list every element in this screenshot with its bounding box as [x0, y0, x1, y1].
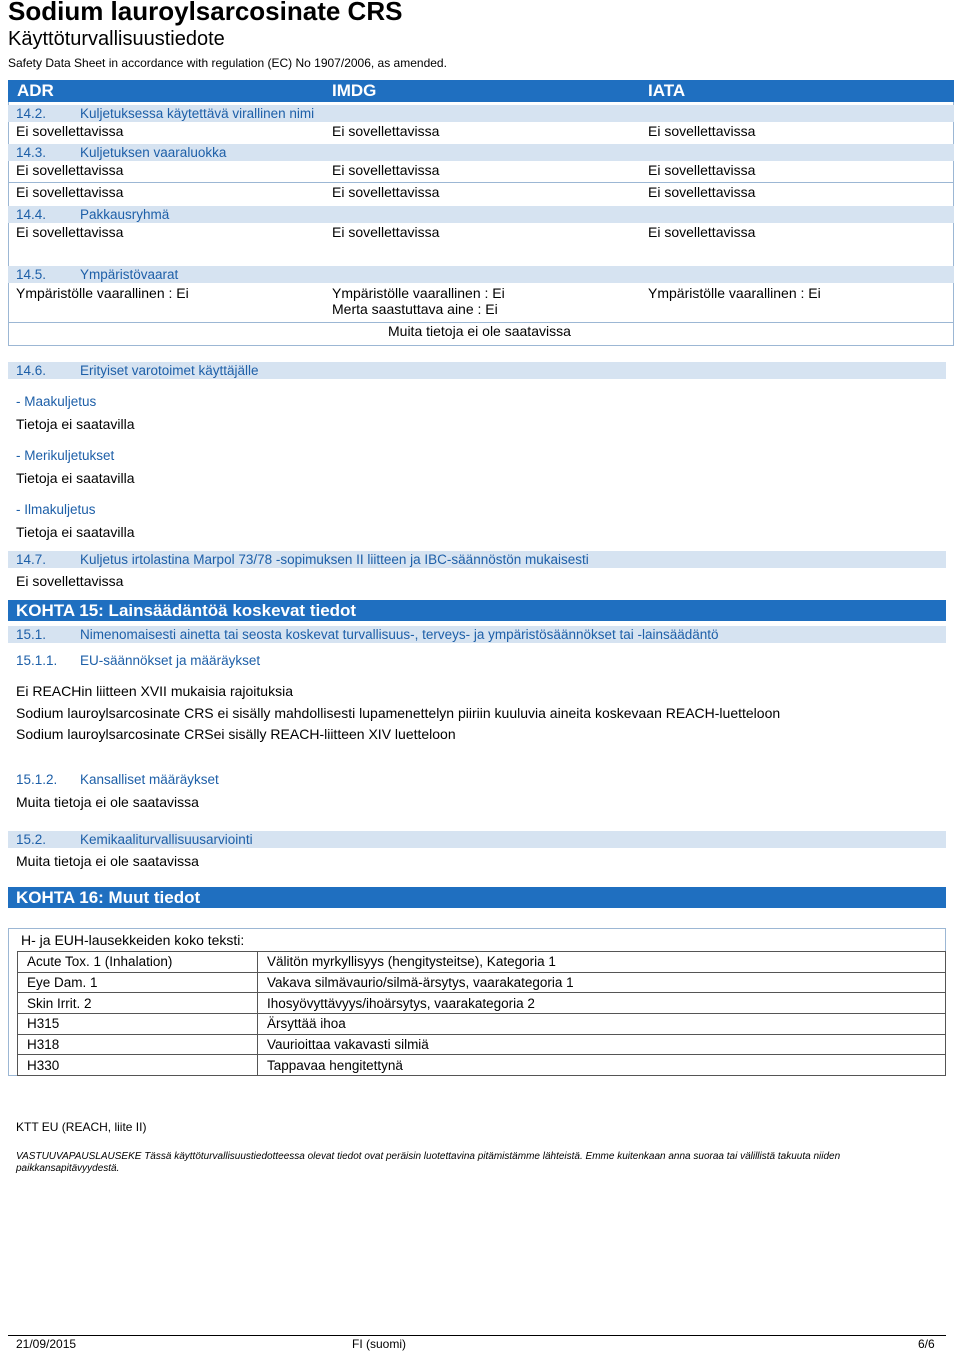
section-number: 14.5.	[16, 267, 47, 282]
table-row	[18, 952, 946, 973]
euh-code: Skin Irrit. 2	[18, 993, 258, 1014]
s143-r1-adr: Ei sovellettavissa	[16, 162, 124, 178]
section-number: 14.7.	[16, 552, 47, 567]
table-row	[18, 1055, 946, 1076]
s143-r2-iata: Ei sovellettavissa	[648, 184, 756, 200]
footer-date: 21/09/2015	[16, 1337, 77, 1351]
section-15-1-2-number: 15.1.2.	[16, 772, 58, 787]
section-14-2-bar	[8, 105, 954, 122]
s144-adr: Ei sovellettavissa	[16, 224, 124, 240]
section-15-1-1-number: 15.1.1.	[16, 653, 58, 668]
disclaimer-text: VASTUUVAPAUSLAUSEKE Tässä käyttöturvallisuustiedotteessa olevat tiedot ovat peräisin luotettavina pitämistämme lähteistä. Emme kuitenkaan anna suoraa tai välillistä takuuta niiden paikkansapitävyydestä.	[16, 1151, 841, 1174]
section-label: Kuljetuksessa käytettävä virallinen nimi	[80, 106, 315, 121]
land-transport-title: - Maakuljetus	[16, 394, 97, 409]
transport-table-header	[8, 80, 954, 102]
column-adr: ADR	[17, 81, 54, 100]
section-number: 15.2.	[16, 832, 47, 847]
section-15-header: KOHTA 15: Lainsäädäntöä koskevat tiedot	[8, 600, 946, 621]
document-title: Sodium lauroylsarcosinate CRS	[8, 0, 403, 26]
s145-imdg-1: Ympäristölle vaarallinen : Ei	[332, 285, 505, 301]
sea-transport-text: Tietoja ei saatavilla	[16, 470, 135, 486]
s142-imdg: Ei sovellettavissa	[332, 123, 440, 139]
euh-code: Acute Tox. 1 (Inhalation)	[18, 952, 258, 973]
section-15-1-1-label: EU-säännökset ja määräykset	[80, 653, 261, 668]
regulation-line: Safety Data Sheet in accordance with regulation (EC) No 1907/2006, as amended.	[8, 56, 447, 70]
table-row	[18, 993, 946, 1014]
s143-r2-adr: Ei sovellettavissa	[16, 184, 124, 200]
euh-code: Eye Dam. 1	[18, 972, 258, 993]
section-label: Kuljetus irtolastina Marpol 73/78 -sopimuksen II liitteen ja IBC-säännöstön mukaisesti	[80, 552, 589, 567]
euh-text: Vaurioittaa vakavasti silmiä	[258, 1034, 946, 1055]
section-14-7-bar	[8, 551, 946, 568]
table-row	[18, 1034, 946, 1055]
s144-iata: Ei sovellettavissa	[648, 224, 756, 240]
section-15-1-2-text: Muita tietoja ei ole saatavissa	[16, 794, 199, 810]
s145-imdg-2: Merta saastuttava aine : Ei	[332, 301, 498, 317]
air-transport-text: Tietoja ei saatavilla	[16, 524, 135, 540]
section-15-1-bar	[8, 626, 946, 643]
sea-transport-title: - Merikuljetukset	[16, 448, 115, 463]
section-15-2-bar	[8, 831, 946, 848]
euh-text: Tappavaa hengitettynä	[258, 1055, 946, 1076]
euh-text: Ihosyövyttävyys/ihoärsytys, vaarakategoria 2	[258, 993, 946, 1014]
section-number: 14.2.	[16, 106, 47, 121]
s145-iata: Ympäristölle vaarallinen : Ei	[648, 285, 821, 301]
ktt-reference: KTT EU (REACH, liite II)	[16, 1120, 147, 1134]
euh-code: H318	[18, 1034, 258, 1055]
section-number: 14.3.	[16, 145, 47, 160]
regulation-text-1: Ei REACHin liitteen XVII mukaisia rajoituksia	[16, 683, 293, 699]
s147-text: Ei sovellettavissa	[16, 573, 124, 589]
s143-r1-iata: Ei sovellettavissa	[648, 162, 756, 178]
table-row	[18, 972, 946, 993]
footer-language: FI (suomi)	[352, 1337, 406, 1351]
section-14-6-bar	[8, 362, 946, 379]
s144-imdg: Ei sovellettavissa	[332, 224, 440, 240]
s142-adr: Ei sovellettavissa	[16, 123, 124, 139]
section-15-2-text: Muita tietoja ei ole saatavissa	[16, 853, 199, 869]
section-label: Nimenomaisesti ainetta tai seosta koskevat turvallisuus-, terveys- ja ympäristösäännökset tai -lainsäädäntö	[80, 627, 719, 642]
s142-iata: Ei sovellettavissa	[648, 123, 756, 139]
regulation-text-2: Sodium lauroylsarcosinate CRS ei sisälly mahdollisesti lupamenettelyn piiriin kuuluvia aineita koskevaan REACH-luetteloon	[16, 705, 781, 721]
column-iata: IATA	[648, 81, 686, 100]
section-number: 14.6.	[16, 363, 47, 378]
s145-adr: Ympäristölle vaarallinen : Ei	[16, 285, 189, 301]
footer-divider	[8, 1335, 946, 1336]
s145-note: Muita tietoja ei ole saatavissa	[388, 323, 571, 339]
row-divider	[8, 182, 954, 183]
regulation-text-3: Sodium lauroylsarcosinate CRSei sisälly REACH-liitteen XIV luetteloon	[16, 726, 456, 742]
section-number: 14.4.	[16, 207, 47, 222]
euh-text: Välitön myrkyllisyys (hengitysteitse), Kategoria 1	[258, 952, 946, 973]
euh-text: Ärsyttää ihoa	[258, 1014, 946, 1035]
euh-table-title: H- ja EUH-lausekkeiden koko teksti:	[21, 932, 245, 948]
euh-text: Vakava silmävaurio/silmä-ärsytys, vaarakategoria 1	[258, 972, 946, 993]
section-14-4-bar	[8, 206, 954, 223]
section-label: Kuljetuksen vaaraluokka	[80, 145, 227, 160]
s143-r1-imdg: Ei sovellettavissa	[332, 162, 440, 178]
section-16-header: KOHTA 16: Muut tiedot	[8, 887, 946, 908]
section-label: Erityiset varotoimet käyttäjälle	[80, 363, 259, 378]
section-15-1-2-label: Kansalliset määräykset	[80, 772, 219, 787]
section-label: Pakkausryhmä	[80, 207, 170, 222]
euh-code: H330	[18, 1055, 258, 1076]
section-number: 15.1.	[16, 627, 47, 642]
section-14-5-bar	[8, 266, 954, 283]
section-14-3-bar	[8, 144, 954, 161]
euh-table	[17, 951, 946, 1076]
table-row	[18, 1014, 946, 1035]
euh-code: H315	[18, 1014, 258, 1035]
document-subtitle: Käyttöturvallisuustiedote	[8, 28, 225, 50]
column-imdg: IMDG	[332, 81, 377, 100]
section-label: Ympäristövaarat	[80, 267, 179, 282]
air-transport-title: - Ilmakuljetus	[16, 502, 96, 517]
s143-r2-imdg: Ei sovellettavissa	[332, 184, 440, 200]
land-transport-text: Tietoja ei saatavilla	[16, 416, 135, 432]
footer-page-number: 6/6	[918, 1337, 935, 1351]
section-label: Kemikaaliturvallisuusarviointi	[80, 832, 253, 847]
